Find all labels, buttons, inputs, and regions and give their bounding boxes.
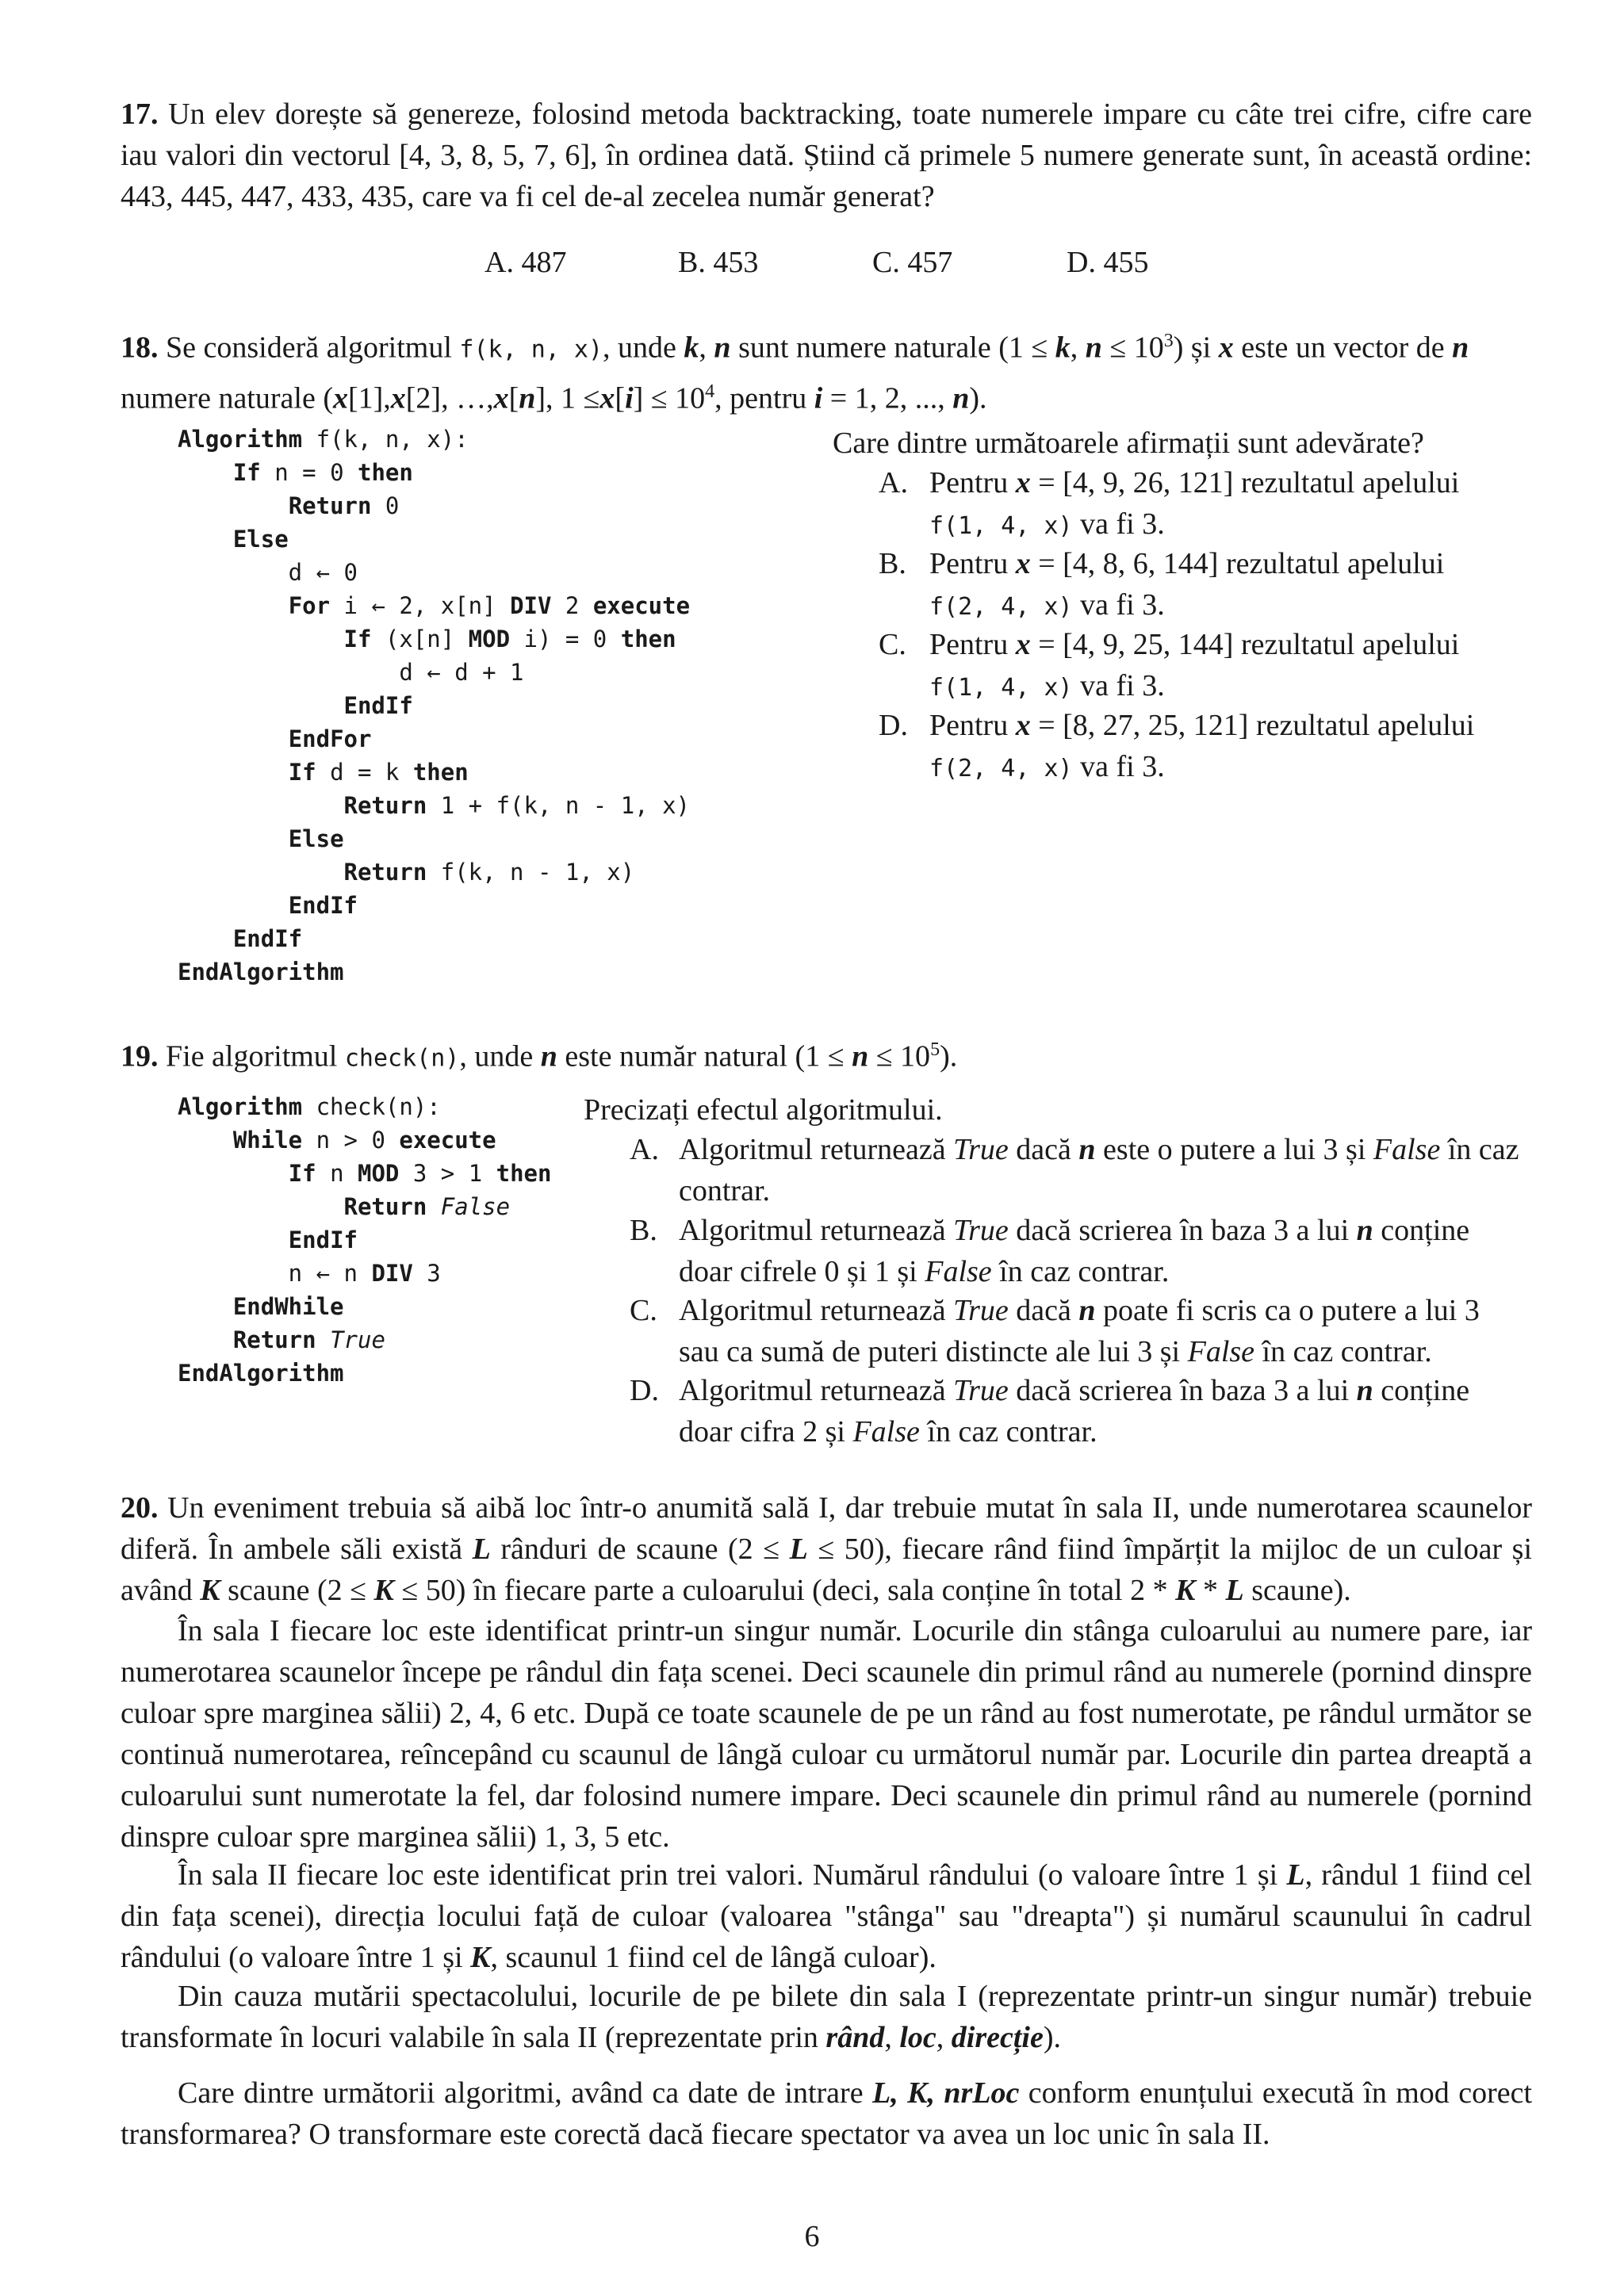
q19-question: Precizați efectul algoritmului. (584, 1093, 943, 1127)
q20-paragraph-5: Care dintre următorii algoritmi, având ca date de intrare L, K, nrLoc conform enunțului execută în mod corect transformarea? O transformare este corectă dacă fiecare spectator va avea un loc unic în sala II. (121, 2076, 1533, 2151)
q19-answer-b: B. Algoritmul returnează True dacă scrierea în baza 3 a lui n conține doar cifrele 0 și 1 și False în caz contrar. (630, 1214, 1470, 1288)
q17-option-b: B. 453 (678, 246, 759, 279)
q19-answer-a: A. Algoritmul returnează True dacă n este o putere a lui 3 și False în caz contrar. (630, 1133, 1519, 1207)
q17-option-a: A. 487 (485, 246, 567, 279)
q17-text: 17. Un elev dorește să genereze, folosind metoda backtracking, toate numerele impare cu câte trei cifre, cifre care iau valori din vectorul [4, 3, 8, 5, 7, 6], în ordinea dată. Știind că primele 5 numere generate sunt, în această ordine: 443, 445, 447, 433, 435, care va fi cel de-al zecelea număr generat? (121, 98, 1533, 213)
q18-answer-b: B. Pentru x = [4, 8, 6, 144] rezultatul apelului f(2, 4, x) va fi 3. (879, 547, 1445, 622)
q18-pseudocode: Algorithm f(k, n, x): If n = 0 then Return 0 Else d ← 0 For i ← 2, x[n] DIV 2 execute If (x[n] MOD i) = 0 then d ← d + 1 EndIf EndFor If d = k then Return 1 + f(k, n - 1, x) Else Return f(k, n - 1, x) EndIf EndIf EndAlgorithm (178, 426, 691, 985)
q19-pseudocode: Algorithm check(n): While n > 0 execute If n MOD 3 > 1 then Return False EndIf n ← n DIV 3 EndWhile Return True EndAlgorithm (178, 1093, 552, 1387)
q18-question: Care dintre următoarele afirmații sunt adevărate? (833, 427, 1424, 460)
q19-text: 19. Fie algoritmul check(n), unde n este număr natural $(1 \le n \le 10^5)$. (121, 1039, 958, 1073)
q18-answer-d: D. Pentru x = [8, 27, 25, 121] rezultatul apelului f(2, 4, x) va fi 3. (879, 709, 1475, 783)
q20-paragraph-1: 20. Un eveniment trebuia să aibă loc într-o anumită sală I, dar trebuie mutat în sala II, unde numerotarea scaunelor diferă. În ambele săli există L rânduri de scaune (2 ≤ L ≤ 50), fiecare rând fiind împărțit la mijloc de un culoar și având K scaune (2 ≤ K ≤ 50) în fiecare parte a culoarului (deci, sala conține în total 2 * K * L scaune). (121, 1491, 1532, 1607)
q20-paragraph-2: În sala I fiecare loc este identificat printr-un singur număr. Locurile din stânga culoarului au numere pare, iar numerotarea scaunelor începe pe rândul din fața scenei. Deci scaunele din primul rând au numerele (pornind dinspre culoar spre marginea sălii) 2, 4, 6 etc. După ce toate scaunele de pe un rând au fost numerotate, pe rândul următor se continuă numerotarea, reîncepând cu scaunul de lângă culoar cu următorul număr par. Locurile din partea dreaptă a culoarului sunt numerotate la fel, dar folosind numere impare. Deci scaunele din primul rând au numerele (pornind dinspre culoar spre marginea sălii) 1, 3, 5 etc. (121, 1614, 1532, 1854)
q18-answer-a: A. Pentru x = [4, 9, 26, 121] rezultatul apelului f(1, 4, x) va fi 3. (879, 466, 1460, 541)
q18-answer-c: C. Pentru x = [4, 9, 25, 144] rezultatul apelului f(1, 4, x) va fi 3. (879, 628, 1460, 702)
q17-option-d: D. 455 (1067, 246, 1149, 279)
q19-answer-c: C. Algoritmul returnează True dacă n poate fi scris ca o putere a lui 3 sau ca sumă de puteri distincte ale lui 3 și False în caz contrar. (630, 1294, 1480, 1368)
q17-option-c: C. 457 (872, 246, 953, 279)
q20-paragraph-3: În sala II fiecare loc este identificat prin trei valori. Numărul rândului (o valoare între 1 și L, rândul 1 fiind cel din fața scenei), direcția locului față de culoar (valoarea "stânga" sau "dreapta") și numărul scaunului în cadrul rândului (o valoare între 1 și K, scaunul 1 fiind cel de lângă culoar). (121, 1858, 1533, 1974)
page-number: 6 (804, 2220, 820, 2253)
q19-answer-d: D. Algoritmul returnează True dacă scrierea în baza 3 a lui n conține doar cifra 2 și False în caz contrar. (630, 1374, 1470, 1448)
q18-text: 18. Se consideră algoritmul f(k, n, x), unde k, n sunt numere naturale (1 ≤ k, $n \le 10^3$) și x este un vector de n numere naturale (x[1],x[2], …,x[n], $1 \le x[i] \le 10^4$, pentru i = 1, 2, ..., n). (121, 331, 1469, 415)
q20-paragraph-4: Din cauza mutării spectacolului, locurile de pe bilete din sala I (reprezentate printr-un singur număr) trebuie transformate în locuri valabile în sala II (reprezentate prin rând, loc, direcție). (121, 1980, 1532, 2054)
